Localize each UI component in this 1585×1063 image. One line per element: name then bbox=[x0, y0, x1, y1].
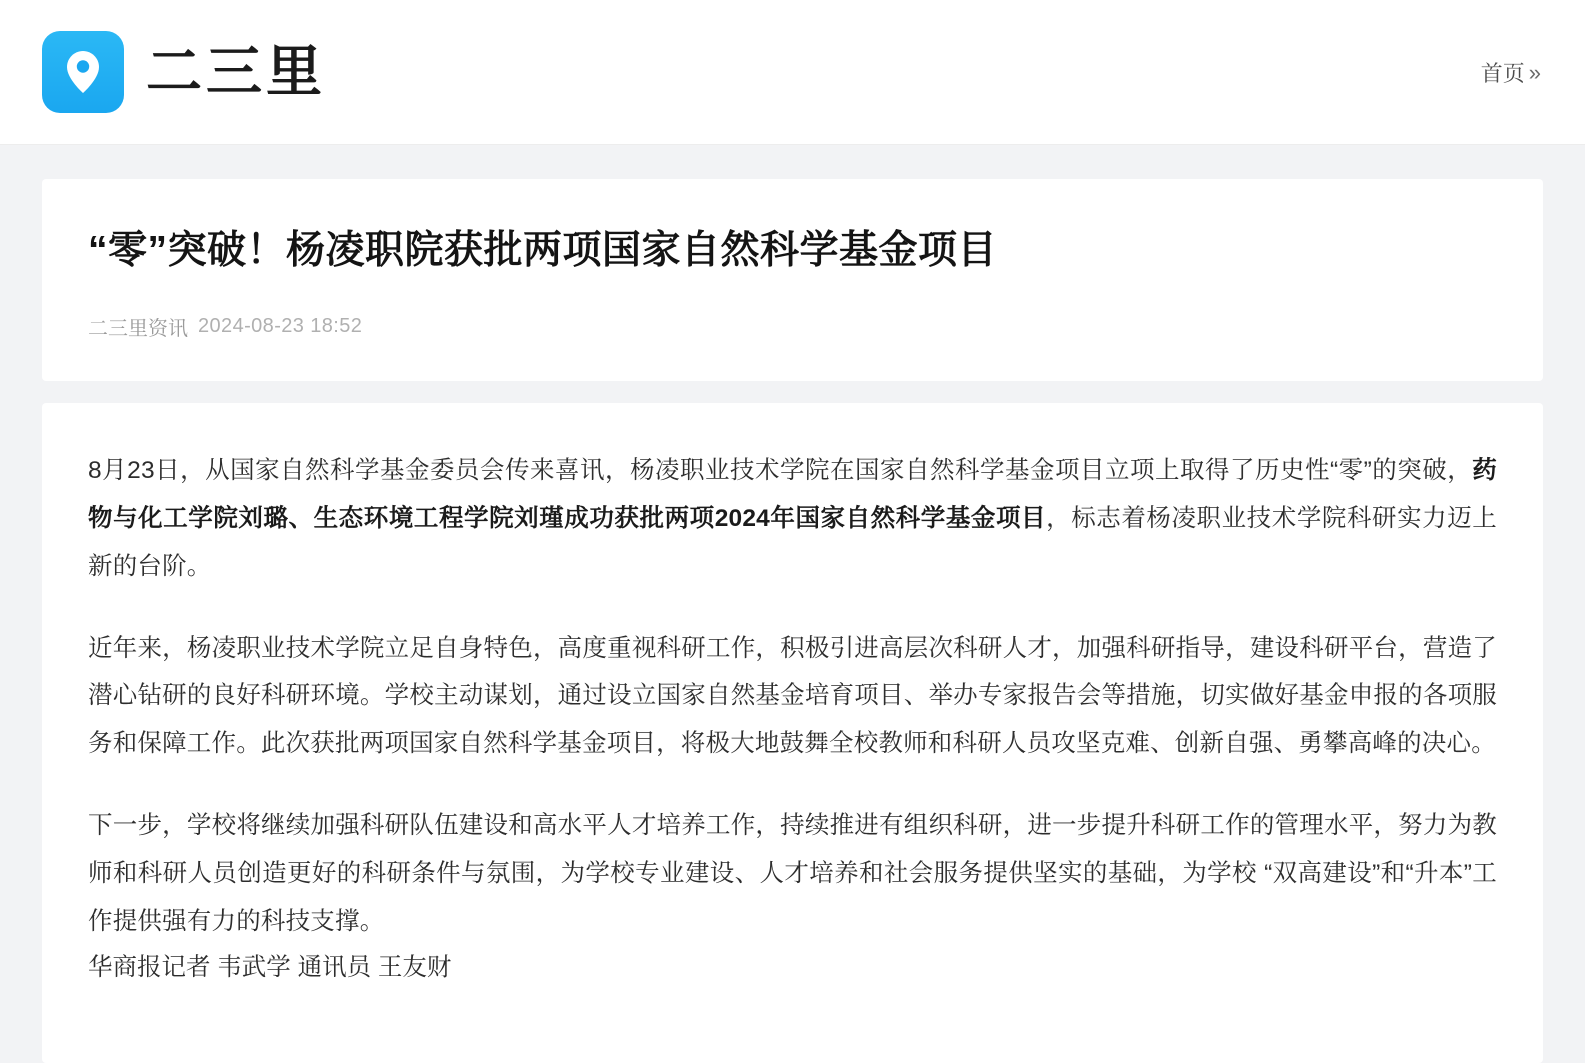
paragraph-run: ，标志着杨凌职业技术学院科研实力迈上新的台阶。 bbox=[88, 505, 1498, 580]
article-timestamp: 2024-08-23 18:52 bbox=[198, 315, 363, 338]
paragraph-run: 下一步，学校将继续加强科研队伍建设和高水平人才培养工作，持续推进有组织科研，进一步提升科研工作的管理水平，努力为教师和科研人员创造更好的科研条件与氛围，为学校专业建设、人才培养和社会服务提供坚实的基础，为学校 “双高建设”和“升本”工作提供强有力的科技支撑。 bbox=[88, 811, 1497, 935]
article-meta bbox=[88, 312, 1497, 341]
article-paragraph bbox=[88, 625, 1497, 768]
paragraph-run: 8月23日，从国家自然科学基金委员会传来喜讯，杨凌职业技术学院在国家自然科学基金项目立项上取得了历史性“零”的突破， bbox=[88, 457, 1473, 485]
location-pin-icon bbox=[42, 31, 124, 113]
brand[interactable] bbox=[42, 31, 326, 113]
article-byline: 华商报记者 韦武学 通讯员 王友财 bbox=[88, 954, 452, 982]
nav-home-label: 首页 bbox=[1480, 60, 1525, 86]
site-header bbox=[0, 0, 1585, 145]
page-content bbox=[0, 145, 1585, 1063]
page-title: “零”突破！杨凌职院获批两项国家自然科学基金项目 bbox=[88, 229, 998, 272]
article-paragraph bbox=[88, 447, 1497, 590]
paragraph-run-bold: 药物与化工学院刘璐、生态环境工程学院刘瑾成功获批两项2024年国家自然科学基金项目 bbox=[88, 457, 1497, 533]
article-body-card bbox=[42, 403, 1543, 1063]
article-header-card bbox=[42, 179, 1543, 381]
chevron-double-right-icon: » bbox=[1528, 60, 1541, 85]
article-paragraphs bbox=[88, 447, 1497, 945]
paragraph-run: 近年来，杨凌职业技术学院立足自身特色，高度重视科研工作，积极引进高层次科研人才，加强科研指导，建设科研平台，营造了潜心钻研的良好科研环境。学校主动谋划，通过设立国家自然基金培育项目、举办专家报告会等措施，切实做好基金申报的各项服务和保障工作。此次获批两项国家自然科学基金项目，将极大地鼓舞全校教师和科研人员攻坚克难、创新自强、勇攀高峰的决心。 bbox=[88, 634, 1497, 758]
article-source: 二三里资讯 bbox=[88, 318, 188, 341]
brand-name: 二三里 bbox=[146, 40, 326, 103]
nav-home[interactable] bbox=[1481, 57, 1541, 88]
article-paragraph bbox=[88, 802, 1497, 945]
